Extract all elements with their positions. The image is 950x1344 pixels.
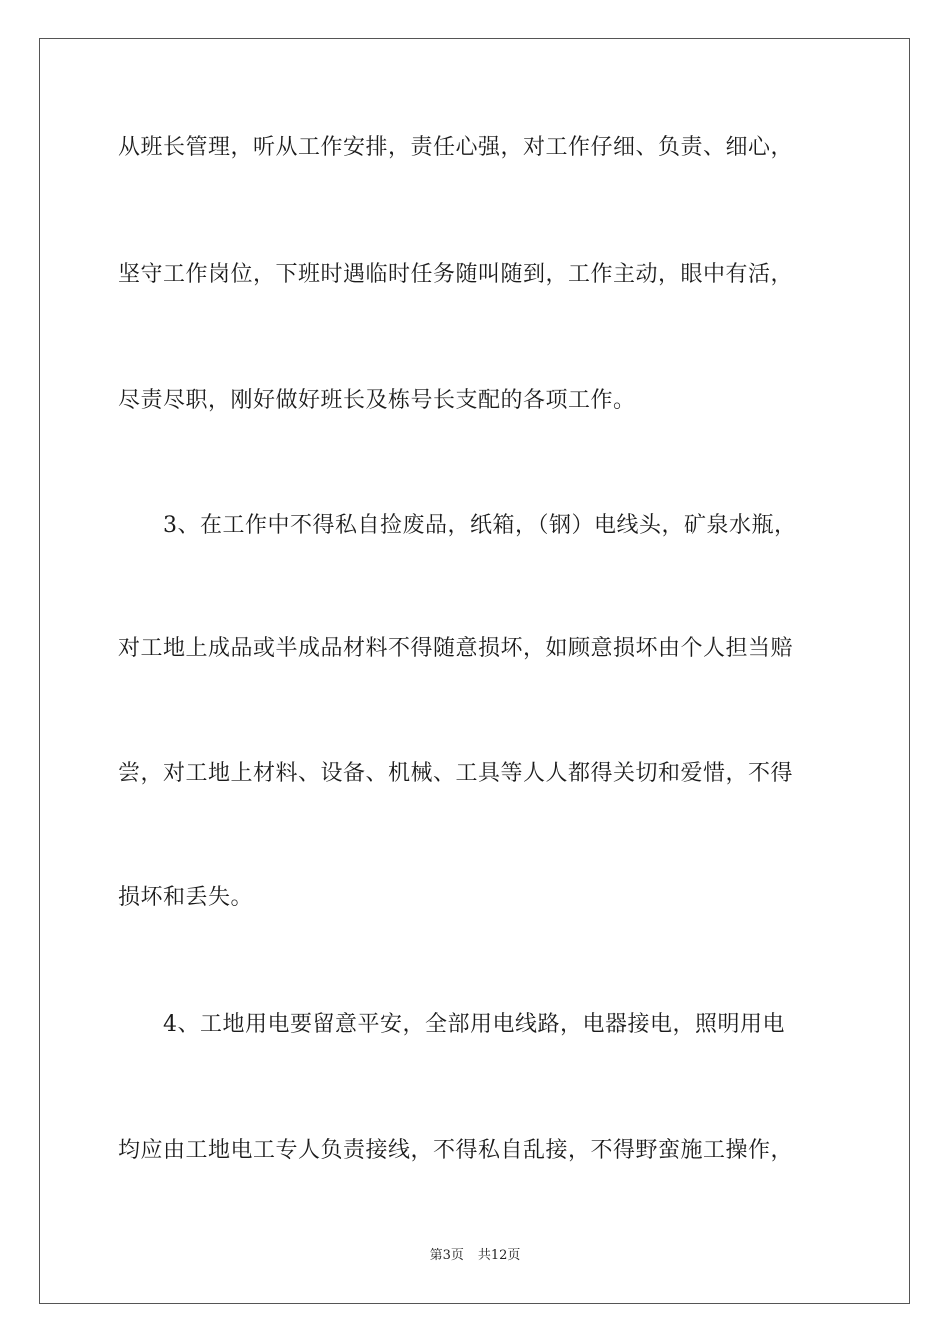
body-text-line: 对工地上成品或半成品材料不得随意损坏，如顾意损坏由个人担当赔 xyxy=(118,636,794,661)
page-border xyxy=(39,38,910,1304)
body-text-line: 尝，对工地上材料、设备、机械、工具等人人都得关切和爱惜，不得 xyxy=(118,761,794,786)
body-text-line: 均应由工地电工专人负责接线，不得私自乱接，不得野蛮施工操作， xyxy=(118,1138,794,1163)
body-text-line: 尽责尽职，刚好做好班长及栋号长支配的各项工作。 xyxy=(118,388,636,413)
page-footer xyxy=(0,1247,950,1265)
body-text-line: 损坏和丢失。 xyxy=(118,885,254,910)
body-text-line: 坚守工作岗位，下班时遇临时任务随叫随到，工作主动，眼中有活， xyxy=(118,262,794,287)
page-number-current: 第3页 xyxy=(429,1248,464,1263)
body-text-line: 3、在工作中不得私自捡废品，纸箱，（钢）电线头，矿泉水瓶， xyxy=(163,513,797,538)
page-number-total: 共12页 xyxy=(477,1248,521,1263)
body-text-line: 4、工地用电要留意平安，全部用电线路，电器接电，照明用电 xyxy=(163,1012,785,1037)
body-text-line: 从班长管理，听从工作安排，责任心强，对工作仔细、负责、细心， xyxy=(118,135,794,160)
